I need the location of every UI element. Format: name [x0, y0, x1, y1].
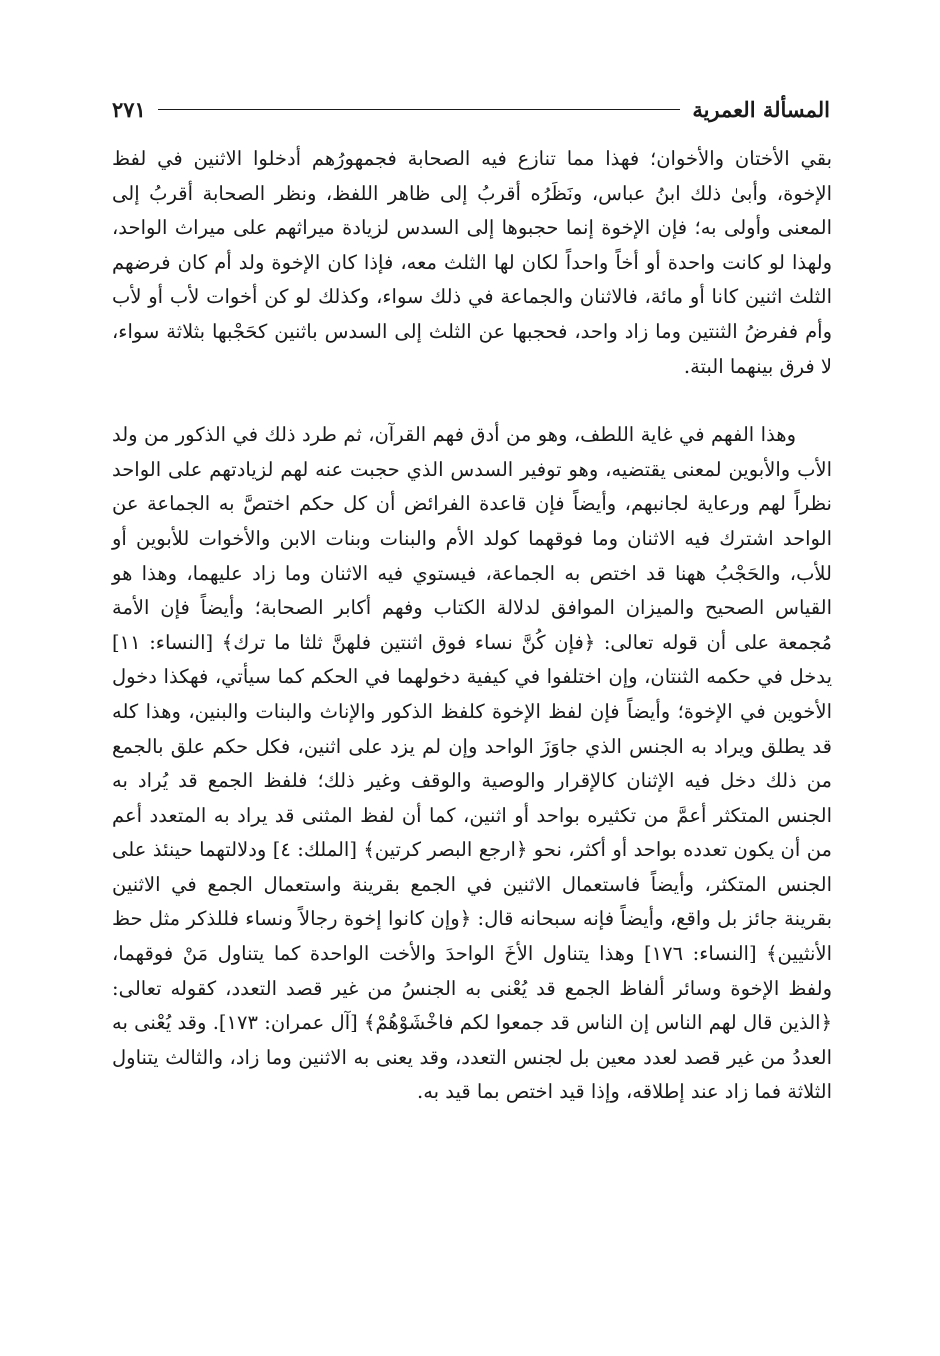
running-header: [112, 92, 830, 126]
paragraph-1: بقي الأختان والأخوان؛ فهذا مما تنازع فيه الصحابة فجمهورُهم أدخلوا الاثنين في لفظ الإخوة، وأبىٰ ذلك ابنُ عباس، ونَظَرُه أقربُ إلى ظاهر اللفظ، ونظر الصحابة أقربُ إلى المعنى وأولى به؛ فإن الإخوة إنما حجبوها إلى السدس لزيادة ميراثهم على ميراث الواحد، ولهذا لو كانت واحدة أو أخاً واحداً لكان لها الثلث معه، فإذا كان الإخوة ولد أم كان فرضهم الثلث اثنين كانا أو مائة، فالاثنان والجماعة في ذلك سواء، وكذلك لو كن أخوات لأب أو لأب وأم ففرضُ الثنتين وما زاد واحد، فحجبها عن الثلث إلى السدس باثنين كحَجْبها بثلاثة سواء، لا فرق بينهما البتة.: [112, 147, 832, 378]
page-number: ٢٧١: [112, 96, 146, 122]
body-text: [112, 142, 832, 1110]
chapter-title: المسألة العمرية: [692, 96, 830, 122]
header-rule: [158, 109, 680, 110]
paragraph-2: وهذا الفهم في غاية اللطف، وهو من أدق فهم القرآن، ثم طرد ذلك في الذكور من ولد الأب والأبوين لمعنى يقتضيه، وهو توفير السدس الذي حجبت عنه لهم لزيادتهم على الواحد نظراً لهم ورعاية لجانبهم، وأيضاً فإن قاعدة الفرائض أن كل حكم اختصَّ به الجماعة عن الواحد اشترك فيه الاثنان وما فوقهما كولد الأم والبنات وبنات الابن والأخوات للأبوين أو للأب، والحَجْبُ ههنا قد اختص به الجماعة، فيستوي فيه الاثنان وما زاد عليهما، وهذا هو القياس الصحيح والميزان الموافق لدلالة الكتاب وفهم أكابر الصحابة؛ وأيضاً فإن الأمة مُجمعة على أن قوله تعالى: ﴿فإن كُنَّ نساء فوق اثنتين فلهنَّ ثلثا ما ترك﴾ [النساء: ١١] يدخل في حكمه الثنتان، وإن اختلفوا في كيفية دخولهما في الحكم كما سيأتي، فهكذا دخول الأخوين في الإخوة؛ وأيضاً فإن لفظ الإخوة كلفظ الذكور والإناث والبنات والبنين، وهذا كله قد يطلق ويراد به الجنس الذي جاوَزَ الواحد وإن لم يزد على اثنين، فكل حكم علق بالجمع من ذلك دخل فيه الإثنان كالإقرار والوصية والوقف وغير ذلك؛ فلفظ الجمع قد يُراد به الجنس المتكثر أعمَّ من تكثيره بواحد أو اثنين، كما أن لفظ المثنى قد يراد به المتعدد أعم من أن يكون تعدده بواحد أو أكثر، نحو ﴿ارجع البصر كرتين﴾ [الملك: ٤] ودلالتهما حينئذ على الجنس المتكثر، وأيضاً فاستعمال الاثنين في الجمع بقرينة واستعمال الجمع في الاثنين بقرينة جائز بل واقع، وأيضاً فإنه سبحانه قال: ﴿وإن كانوا إخوة رجالاً ونساء فللذكر مثل حظ الأنثيين﴾ [النساء: ١٧٦] وهذا يتناول الأخَ الواحدَ والأخت الواحدة كما يتناول مَنْ فوقهما، ولفظ الإخوة وسائر ألفاظ الجمع قد يُعْنى به الجنسُ من غير قصد التعدد، كقوله تعالى: ﴿الذين قال لهم الناس إن الناس قد جمعوا لكم فاخْشَوْهُمْ﴾ [آل عمران: ١٧٣]. وقد يُعْنى به العددُ من غير قصد لعدد معين بل لجنس التعدد، وقد يعنى به الاثنين وما زاد، والثالث يتناول الثلاثة فما زاد عند إطلاقه، وإذا قيد اختص بما قيد به.: [112, 423, 833, 1104]
paragraph-gap: [112, 384, 832, 418]
